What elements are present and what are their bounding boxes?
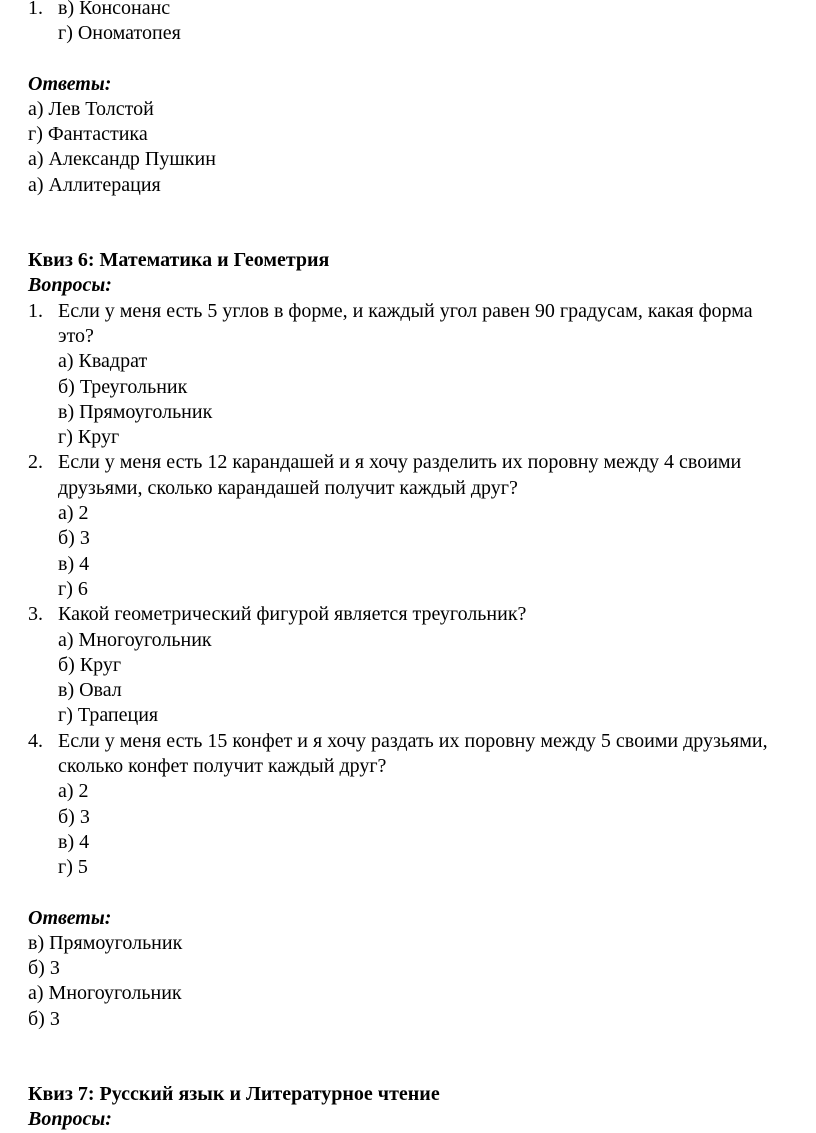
question [28, 602, 788, 627]
option: а) Многоугольник [58, 628, 212, 651]
question [28, 299, 788, 350]
option: а) Квадрат [58, 350, 148, 373]
answer-item: а) Лев Толстой [28, 97, 154, 120]
answers-heading: Ответы: [28, 72, 112, 95]
question-block [28, 299, 788, 451]
option: г) 6 [58, 577, 88, 600]
answer-item: б) 3 [28, 1007, 60, 1030]
continued-question [28, 0, 788, 21]
question-number: 1. [28, 299, 43, 322]
option: а) 2 [58, 502, 89, 525]
question-text: Если у меня есть 12 карандашей и я хочу разделить их поровну между 4 своими друзьями, сколько карандашей получит каждый друг? [58, 451, 742, 499]
answer-item: а) Александр Пушкин [28, 148, 216, 171]
option: б) Треугольник [58, 375, 188, 398]
answer-item: а) Аллитерация [28, 173, 161, 196]
question [28, 729, 788, 780]
questions-heading: Вопросы: [28, 274, 112, 297]
answer-item: а) Многоугольник [28, 982, 182, 1005]
quiz-title: Квиз 7: Русский язык и Литературное чтение [28, 1082, 440, 1105]
quiz-title: Квиз 6: Математика и Геометрия [28, 249, 330, 272]
option: в) Консонанс [58, 0, 171, 19]
option: в) Прямоугольник [58, 400, 213, 423]
question-number: 1. [28, 0, 43, 19]
option: г) Круг [58, 426, 120, 449]
questions-heading: Вопросы: [28, 1108, 112, 1131]
option: б) Круг [58, 653, 122, 676]
answer-item: б) 3 [28, 957, 60, 980]
option: б) 3 [58, 527, 90, 550]
question [28, 450, 788, 501]
question-block [28, 602, 788, 728]
answer-item: г) Фантастика [28, 123, 148, 146]
question-number: 2. [28, 451, 43, 474]
question-block [28, 729, 788, 881]
question-text: Какой геометрический фигурой является треугольник? [58, 603, 527, 626]
answer-item: в) Прямоугольник [28, 931, 183, 954]
question-text: Если у меня есть 15 конфет и я хочу раздать их поровну между 5 своими друзьями, сколько конфет получит каждый друг? [58, 729, 768, 778]
option: б) 3 [58, 805, 90, 828]
option: а) 2 [58, 780, 89, 803]
option: г) Ономатопея [58, 22, 181, 45]
option: в) 4 [58, 552, 90, 575]
answers-heading: Ответы: [28, 906, 112, 929]
option: г) 5 [58, 856, 88, 879]
question-text: Если у меня есть 5 углов в форме, и каждый угол равен 90 градусам, какая форма это? [58, 299, 753, 347]
option: в) 4 [58, 830, 90, 853]
option: г) Трапеция [58, 704, 159, 727]
question-block [28, 450, 788, 602]
question-number: 4. [28, 729, 43, 752]
question-number: 3. [28, 603, 43, 626]
option: в) Овал [58, 679, 122, 702]
